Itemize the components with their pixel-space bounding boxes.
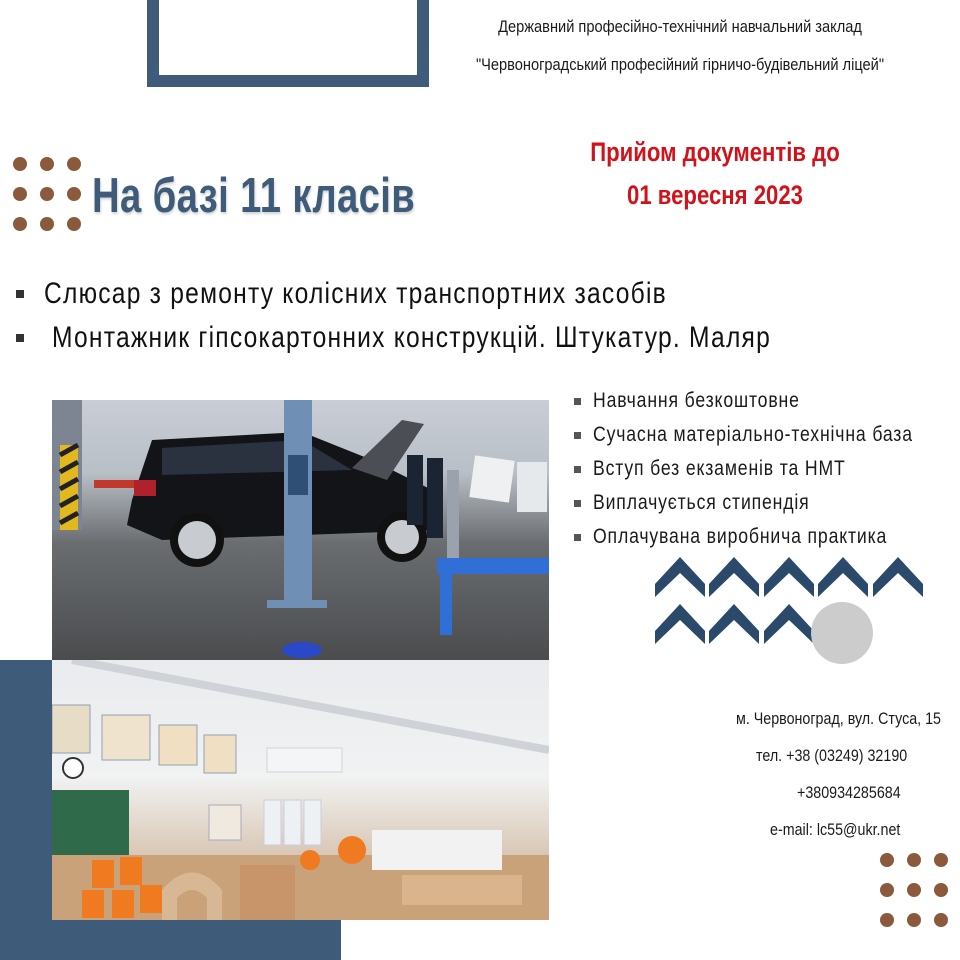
- dot: [934, 883, 948, 897]
- dot: [13, 187, 27, 201]
- decorative-chevron-column: [655, 557, 960, 651]
- dot: [40, 157, 54, 171]
- dot: [880, 913, 894, 927]
- dot: [880, 883, 894, 897]
- chevron-up-icon: [709, 557, 759, 597]
- admission-deadline: [560, 131, 870, 217]
- phone-primary: тел. +38 (03249) 32190: [756, 746, 908, 765]
- dot: [13, 217, 27, 231]
- dot: [934, 913, 948, 927]
- dot: [907, 883, 921, 897]
- chevron-up-icon: [764, 604, 814, 644]
- institution-header: [465, 8, 895, 84]
- square-bullet-icon: [16, 290, 24, 298]
- benefit-item: [574, 520, 960, 554]
- workshop-illustration: [52, 400, 549, 660]
- page-title: На базі 11 класів: [92, 169, 416, 223]
- dot: [13, 157, 27, 171]
- dot: [907, 853, 921, 867]
- chevron-up-icon: [655, 604, 705, 644]
- chevron-up-icon: [709, 604, 759, 644]
- address: м. Червоноград, вул. Стуса, 15: [736, 709, 941, 728]
- benefit-label: Вступ без екзаменів та НМТ: [593, 457, 846, 480]
- dot: [67, 157, 81, 171]
- dot: [40, 187, 54, 201]
- benefit-label: Оплачувана виробнича практика: [593, 525, 888, 548]
- benefit-label: Виплачується стипендія: [593, 491, 810, 514]
- chevron-up-icon: [764, 557, 814, 597]
- benefits-list: [574, 384, 960, 554]
- decorative-frame: [147, 0, 429, 87]
- benefit-label: Сучасна матеріально-технічна база: [593, 423, 913, 446]
- benefit-item: [574, 384, 960, 418]
- phone-mobile[interactable]: +380934285684: [797, 783, 901, 802]
- square-bullet-icon: [574, 534, 581, 541]
- square-bullet-icon: [574, 500, 581, 507]
- program-item: [16, 272, 929, 316]
- dot: [40, 217, 54, 231]
- benefit-item: [574, 452, 960, 486]
- program-item: [16, 316, 929, 360]
- decorative-gray-circle: [811, 602, 873, 664]
- dot: [907, 913, 921, 927]
- chevron-up-icon: [818, 557, 868, 597]
- square-bullet-icon: [16, 334, 24, 342]
- chevron-up-icon: [873, 557, 923, 597]
- deadline-line-2: 01 вересня 2023: [627, 180, 803, 210]
- chevron-up-icon: [655, 557, 705, 597]
- dot: [67, 187, 81, 201]
- contact-info: [726, 700, 956, 848]
- benefit-item: [574, 418, 960, 452]
- institution-name: "Червоноградський професійний гірничо-будівельний ліцей": [475, 55, 885, 74]
- deadline-line-1: Прийом документів до: [590, 137, 840, 167]
- decorative-dot-grid-bottom: [880, 853, 948, 927]
- car-repair-workshop-photo: [52, 400, 549, 660]
- benefit-label: Навчання безкоштовне: [593, 389, 800, 412]
- square-bullet-icon: [574, 398, 581, 405]
- decorative-dot-grid-top: [13, 157, 81, 231]
- dot: [67, 217, 81, 231]
- institution-type: Державний професійно-технічний навчальний заклад: [498, 17, 862, 36]
- program-label: Монтажник гіпсокартонних конструкцій. Штукатур. Маляр: [52, 321, 772, 354]
- benefit-item: [574, 486, 960, 520]
- programs-list: [16, 272, 929, 360]
- square-bullet-icon: [574, 466, 581, 473]
- email-link[interactable]: e-mail: lc55@ukr.net: [770, 820, 901, 839]
- classroom-illustration: [52, 660, 549, 920]
- construction-classroom-photo: [52, 660, 549, 920]
- program-label: Слюсар з ремонту колісних транспортних засобів: [44, 277, 667, 310]
- square-bullet-icon: [574, 432, 581, 439]
- dot: [880, 853, 894, 867]
- dot: [934, 853, 948, 867]
